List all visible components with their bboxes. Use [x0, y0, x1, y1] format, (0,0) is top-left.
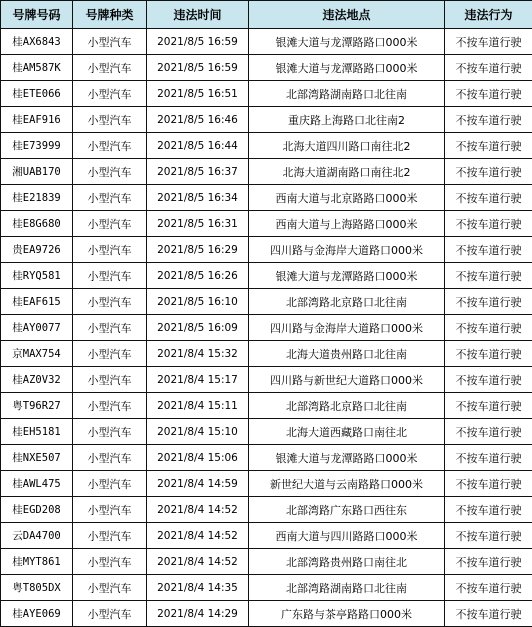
- table-row: [1, 393, 532, 419]
- plate-type-cell: 小型汽车: [73, 315, 147, 341]
- violation-time-cell: 2021/8/4 15:11: [147, 393, 249, 419]
- violation-behavior-cell: 不按车道行驶: [445, 497, 532, 523]
- violation-behavior-cell: 不按车道行驶: [445, 315, 532, 341]
- table-row: [1, 315, 532, 341]
- plate-type-cell: 小型汽车: [73, 471, 147, 497]
- violation-time-cell: 2021/8/4 14:29: [147, 601, 249, 627]
- table-row: [1, 497, 532, 523]
- table-row: [1, 601, 532, 627]
- violation-time-cell: 2021/8/5 16:34: [147, 185, 249, 211]
- plate-type-cell: 小型汽车: [73, 549, 147, 575]
- violation-behavior-cell: 不按车道行驶: [445, 601, 532, 627]
- violation-time-cell: 2021/8/5 16:29: [147, 237, 249, 263]
- violation-location-cell: 北部湾路湖南路口北往南: [249, 81, 445, 107]
- plate-number-cell: 粤T805DX: [1, 575, 73, 601]
- violation-location-cell: 四川路与新世纪大道路口000米: [249, 367, 445, 393]
- violation-behavior-cell: 不按车道行驶: [445, 55, 532, 81]
- violation-behavior-cell: 不按车道行驶: [445, 211, 532, 237]
- violation-time-cell: 2021/8/4 15:10: [147, 419, 249, 445]
- plate-type-cell: 小型汽车: [73, 497, 147, 523]
- header-violation-behavior: 违法行为: [445, 1, 532, 29]
- violation-location-cell: 北海大道湖南路口南往北2: [249, 159, 445, 185]
- plate-number-cell: 粤T96R27: [1, 393, 73, 419]
- plate-number-cell: 贵EA9726: [1, 237, 73, 263]
- violation-location-cell: 北海大道贵州路口北往南: [249, 341, 445, 367]
- violation-location-cell: 北部湾路广东路口西往东: [249, 497, 445, 523]
- violation-time-cell: 2021/8/4 14:52: [147, 549, 249, 575]
- plate-number-cell: 桂EAF916: [1, 107, 73, 133]
- violation-behavior-cell: 不按车道行驶: [445, 419, 532, 445]
- violation-location-cell: 银滩大道与龙潭路路口000米: [249, 55, 445, 81]
- violation-time-cell: 2021/8/5 16:59: [147, 29, 249, 55]
- plate-type-cell: 小型汽车: [73, 133, 147, 159]
- violation-behavior-cell: 不按车道行驶: [445, 107, 532, 133]
- table-row: [1, 159, 532, 185]
- violation-behavior-cell: 不按车道行驶: [445, 549, 532, 575]
- plate-number-cell: 桂E73999: [1, 133, 73, 159]
- plate-type-cell: 小型汽车: [73, 159, 147, 185]
- violation-behavior-cell: 不按车道行驶: [445, 133, 532, 159]
- table-row: [1, 107, 532, 133]
- violation-behavior-cell: 不按车道行驶: [445, 341, 532, 367]
- violation-time-cell: 2021/8/5 16:51: [147, 81, 249, 107]
- table-row: [1, 367, 532, 393]
- violation-time-cell: 2021/8/5 16:59: [147, 55, 249, 81]
- plate-type-cell: 小型汽车: [73, 419, 147, 445]
- violation-location-cell: 新世纪大道与云南路路口000米: [249, 471, 445, 497]
- table-row: [1, 263, 532, 289]
- plate-number-cell: 桂AZ0V32: [1, 367, 73, 393]
- violation-time-cell: 2021/8/4 15:32: [147, 341, 249, 367]
- table-row: [1, 237, 532, 263]
- plate-number-cell: 桂E8G680: [1, 211, 73, 237]
- violation-time-cell: 2021/8/5 16:46: [147, 107, 249, 133]
- violation-time-cell: 2021/8/5 16:10: [147, 289, 249, 315]
- table-row: [1, 211, 532, 237]
- plate-type-cell: 小型汽车: [73, 107, 147, 133]
- header-violation-time: 违法时间: [147, 1, 249, 29]
- violation-behavior-cell: 不按车道行驶: [445, 81, 532, 107]
- table-row: [1, 549, 532, 575]
- violation-time-cell: 2021/8/4 14:59: [147, 471, 249, 497]
- violation-location-cell: 四川路与金海岸大道路口000米: [249, 315, 445, 341]
- violation-time-cell: 2021/8/5 16:26: [147, 263, 249, 289]
- table-row: [1, 55, 532, 81]
- violation-location-cell: 广东路与茶亭路路口000米: [249, 601, 445, 627]
- header-violation-location: 违法地点: [249, 1, 445, 29]
- violation-location-cell: 北部湾路贵州路口南往北: [249, 549, 445, 575]
- violation-behavior-cell: 不按车道行驶: [445, 289, 532, 315]
- plate-number-cell: 桂AWL475: [1, 471, 73, 497]
- header-plate-type: 号牌种类: [73, 1, 147, 29]
- plate-type-cell: 小型汽车: [73, 445, 147, 471]
- table-header: [1, 1, 532, 29]
- violation-location-cell: 北部湾路北京路口北往南: [249, 289, 445, 315]
- violation-location-cell: 西南大道与上海路路口000米: [249, 211, 445, 237]
- violation-behavior-cell: 不按车道行驶: [445, 263, 532, 289]
- plate-number-cell: 桂ETE066: [1, 81, 73, 107]
- table-row: [1, 289, 532, 315]
- table-row: [1, 29, 532, 55]
- plate-number-cell: 桂AY0077: [1, 315, 73, 341]
- violation-behavior-cell: 不按车道行驶: [445, 29, 532, 55]
- table-row: [1, 575, 532, 601]
- violation-behavior-cell: 不按车道行驶: [445, 185, 532, 211]
- plate-number-cell: 湘UAB170: [1, 159, 73, 185]
- table-row: [1, 341, 532, 367]
- header-plate-number: 号牌号码: [1, 1, 73, 29]
- violation-location-cell: 北海大道西藏路口南往北: [249, 419, 445, 445]
- violation-behavior-cell: 不按车道行驶: [445, 237, 532, 263]
- violation-behavior-cell: 不按车道行驶: [445, 393, 532, 419]
- plate-type-cell: 小型汽车: [73, 341, 147, 367]
- plate-type-cell: 小型汽车: [73, 81, 147, 107]
- table-row: [1, 419, 532, 445]
- violation-location-cell: 四川路与金海岸大道路口000米: [249, 237, 445, 263]
- violation-time-cell: 2021/8/5 16:44: [147, 133, 249, 159]
- violation-time-cell: 2021/8/5 16:31: [147, 211, 249, 237]
- plate-number-cell: 桂AM587K: [1, 55, 73, 81]
- violation-behavior-cell: 不按车道行驶: [445, 471, 532, 497]
- plate-type-cell: 小型汽车: [73, 185, 147, 211]
- violation-location-cell: 银滩大道与龙潭路路口000米: [249, 445, 445, 471]
- violation-time-cell: 2021/8/4 15:17: [147, 367, 249, 393]
- violation-location-cell: 北部湾路北京路口北往南: [249, 393, 445, 419]
- violation-time-cell: 2021/8/4 15:06: [147, 445, 249, 471]
- table-row: [1, 185, 532, 211]
- plate-type-cell: 小型汽车: [73, 289, 147, 315]
- plate-number-cell: 云DA4700: [1, 523, 73, 549]
- table-row: [1, 523, 532, 549]
- violation-time-cell: 2021/8/4 14:52: [147, 497, 249, 523]
- plate-type-cell: 小型汽车: [73, 601, 147, 627]
- plate-type-cell: 小型汽车: [73, 55, 147, 81]
- table-row: [1, 445, 532, 471]
- plate-number-cell: 桂EGD208: [1, 497, 73, 523]
- violation-time-cell: 2021/8/5 16:37: [147, 159, 249, 185]
- plate-number-cell: 桂AX6843: [1, 29, 73, 55]
- violation-time-cell: 2021/8/4 14:35: [147, 575, 249, 601]
- violation-behavior-cell: 不按车道行驶: [445, 367, 532, 393]
- violation-location-cell: 银滩大道与龙潭路路口000米: [249, 263, 445, 289]
- table-body: [1, 29, 532, 627]
- plate-type-cell: 小型汽车: [73, 237, 147, 263]
- plate-number-cell: 桂NXE507: [1, 445, 73, 471]
- violation-behavior-cell: 不按车道行驶: [445, 523, 532, 549]
- violation-behavior-cell: 不按车道行驶: [445, 445, 532, 471]
- plate-type-cell: 小型汽车: [73, 393, 147, 419]
- violation-location-cell: 银滩大道与龙潭路路口000米: [249, 29, 445, 55]
- violation-behavior-cell: 不按车道行驶: [445, 159, 532, 185]
- plate-type-cell: 小型汽车: [73, 575, 147, 601]
- plate-number-cell: 桂RYQ581: [1, 263, 73, 289]
- violation-time-cell: 2021/8/5 16:09: [147, 315, 249, 341]
- plate-number-cell: 京MAX754: [1, 341, 73, 367]
- plate-number-cell: 桂EH5181: [1, 419, 73, 445]
- plate-type-cell: 小型汽车: [73, 523, 147, 549]
- plate-type-cell: 小型汽车: [73, 29, 147, 55]
- plate-number-cell: 桂E21839: [1, 185, 73, 211]
- violation-time-cell: 2021/8/4 14:52: [147, 523, 249, 549]
- table-row: [1, 133, 532, 159]
- violation-location-cell: 西南大道与北京路路口000米: [249, 185, 445, 211]
- violation-location-cell: 西南大道与四川路路口000米: [249, 523, 445, 549]
- table-row: [1, 81, 532, 107]
- plate-type-cell: 小型汽车: [73, 367, 147, 393]
- plate-number-cell: 桂EAF615: [1, 289, 73, 315]
- table-row: [1, 471, 532, 497]
- plate-number-cell: 桂AYE069: [1, 601, 73, 627]
- violation-location-cell: 北部湾路湖南路口北往南: [249, 575, 445, 601]
- violation-behavior-cell: 不按车道行驶: [445, 575, 532, 601]
- plate-number-cell: 桂MYT861: [1, 549, 73, 575]
- header-row: [1, 1, 532, 29]
- violation-location-cell: 北海大道四川路口南往北2: [249, 133, 445, 159]
- plate-type-cell: 小型汽车: [73, 211, 147, 237]
- plate-type-cell: 小型汽车: [73, 263, 147, 289]
- violation-location-cell: 重庆路上海路口北往南2: [249, 107, 445, 133]
